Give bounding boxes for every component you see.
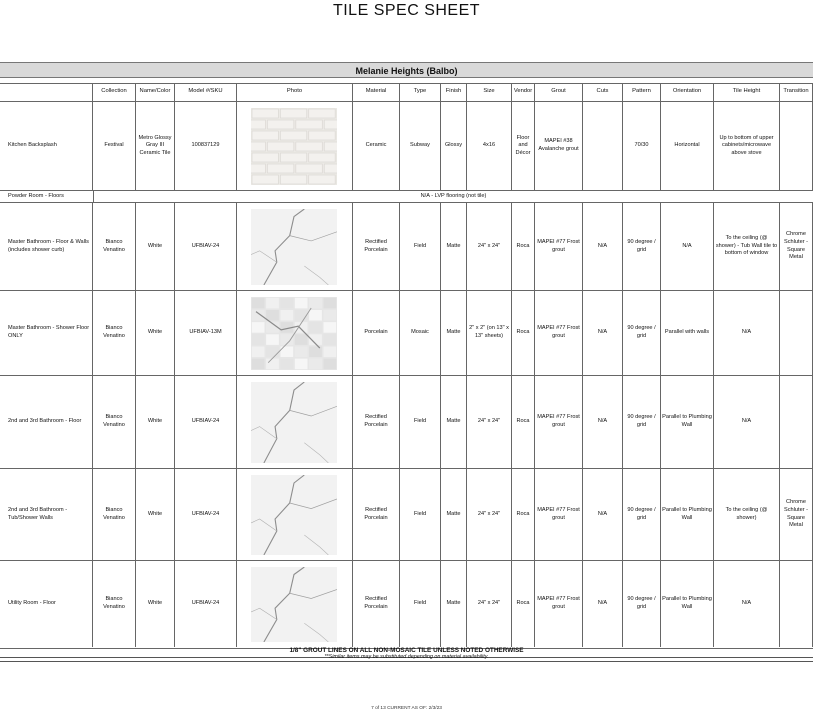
cell-type: Field <box>400 561 441 647</box>
cell-tile-height: To the ceiling (@ shower) - Tub Wall tile to bottom of window <box>714 203 780 290</box>
cell-transition <box>780 561 813 647</box>
cell-grout: MAPEI #77 Frost grout <box>535 291 583 375</box>
cell-collection: Bianco Venatino <box>93 376 136 468</box>
column-header-orientation: Orientation <box>661 83 714 101</box>
table-row <box>0 375 813 468</box>
column-header-size: Size <box>467 83 512 101</box>
cell-model-sku: UFBIAV-24 <box>175 376 237 468</box>
cell-area: 2nd and 3rd Bathroom - Floor <box>0 376 93 468</box>
cell-vendor: Roca <box>512 561 535 647</box>
substitution-note: **Similar items may be substituted depending on material availability. <box>324 654 489 660</box>
marble-tile-photo <box>251 209 337 289</box>
page-title: TILE SPEC SHEET <box>332 2 481 19</box>
column-header-tile-height: Tile Height <box>714 83 780 101</box>
cell-grout: MAPEI #77 Frost grout <box>535 561 583 647</box>
cell-orientation: Horizontal <box>661 102 714 190</box>
cell-tile-height: N/A <box>714 291 780 375</box>
table-row <box>0 468 813 560</box>
cell-material: Ceramic <box>353 102 400 190</box>
cell-vendor: Roca <box>512 203 535 290</box>
cell-area: Master Bathroom - Shower Floor ONLY <box>0 291 93 375</box>
marble-tile-photo <box>251 382 337 467</box>
cell-material: Rectified Porcelain <box>353 561 400 647</box>
powder-room-note: N/A - LVP flooring (not tile) <box>93 191 813 202</box>
cell-collection: Bianco Venatino <box>93 561 136 647</box>
cell-collection: Bianco Venatino <box>93 469 136 560</box>
cell-tile-height: To the ceiling (@ shower) <box>714 469 780 560</box>
powder-room-area: Powder Room - Floors <box>8 193 64 199</box>
cell-photo <box>237 203 353 290</box>
cell-pattern: 90 degree / grid <box>623 469 661 560</box>
cell-type: Field <box>400 376 441 468</box>
cell-finish: Matte <box>441 291 467 375</box>
cell-orientation: N/A <box>661 203 714 290</box>
cell-model-sku: 100837129 <box>175 102 237 190</box>
cell-size: 2" x 2" (on 13" x 13" sheets) <box>467 291 512 375</box>
column-header-finish: Finish <box>441 83 467 101</box>
cell-pattern: 90 degree / grid <box>623 376 661 468</box>
cell-model-sku: UFBIAV-24 <box>175 203 237 290</box>
cell-finish: Glossy <box>441 102 467 190</box>
column-header-material: Material <box>353 83 400 101</box>
cell-material: Porcelain <box>353 291 400 375</box>
cell-photo <box>237 291 353 375</box>
cell-model-sku: UFBIAV-24 <box>175 469 237 560</box>
column-header-type: Type <box>400 83 441 101</box>
cell-cuts: N/A <box>583 469 623 560</box>
project-name: Melanie Heights (Balbo) <box>0 62 813 78</box>
cell-transition <box>780 376 813 468</box>
grout-note: 1/8" GROUT LINES ON ALL NON-MOSAIC TILE UNLESS NOTED OTHERWISE <box>289 647 524 654</box>
cell-name-color: White <box>136 291 175 375</box>
cell-area: Master Bathroom - Floor & Walls (includes shower curb) <box>0 203 93 290</box>
cell-transition <box>780 102 813 190</box>
cell-pattern: 90 degree / grid <box>623 561 661 647</box>
column-header-area <box>0 83 93 101</box>
cell-material: Rectified Porcelain <box>353 203 400 290</box>
cell-grout: MAPEI #38 Avalanche grout <box>535 102 583 190</box>
cell-grout: MAPEI #77 Frost grout <box>535 469 583 560</box>
cell-name-color: White <box>136 203 175 290</box>
marble-tile-photo <box>251 475 337 559</box>
cell-cuts: N/A <box>583 291 623 375</box>
marble-tile-photo <box>251 567 337 646</box>
cell-finish: Matte <box>441 203 467 290</box>
cell-tile-height: Up to bottom of upper cabinets/microwave above stove <box>714 102 780 190</box>
cell-photo <box>237 561 353 647</box>
cell-type: Mosaic <box>400 291 441 375</box>
cell-model-sku: UFBIAV-24 <box>175 561 237 647</box>
table-row <box>0 290 813 375</box>
table-header-row <box>0 83 813 101</box>
cell-material: Rectified Porcelain <box>353 469 400 560</box>
cell-size: 24" x 24" <box>467 469 512 560</box>
cell-finish: Matte <box>441 469 467 560</box>
divider <box>0 661 813 662</box>
cell-material: Rectified Porcelain <box>353 376 400 468</box>
cell-area: 2nd and 3rd Bathroom - Tub/Shower Walls <box>0 469 93 560</box>
cell-type: Field <box>400 469 441 560</box>
cell-tile-height: N/A <box>714 376 780 468</box>
column-header-grout: Grout <box>535 83 583 101</box>
table-row <box>0 202 813 290</box>
cell-orientation: Parallel with walls <box>661 291 714 375</box>
cell-vendor: Roca <box>512 469 535 560</box>
column-header-name-color: Name/Color <box>136 83 175 101</box>
cell-cuts: N/A <box>583 203 623 290</box>
cell-transition: Chrome Schluter - Square Metal <box>780 203 813 290</box>
cell-photo <box>237 376 353 468</box>
cell-grout: MAPEI #77 Frost grout <box>535 376 583 468</box>
column-header-photo: Photo <box>237 83 353 101</box>
cell-orientation: Parallel to Plumbing Wall <box>661 376 714 468</box>
cell-type: Subway <box>400 102 441 190</box>
cell-collection: Bianco Venatino <box>93 291 136 375</box>
cell-grout: MAPEI #77 Frost grout <box>535 203 583 290</box>
column-header-pattern: Pattern <box>623 83 661 101</box>
cell-vendor: Floor and Décor <box>512 102 535 190</box>
cell-pattern: 90 degree / grid <box>623 203 661 290</box>
cell-area: Kitchen Backsplash <box>0 102 93 190</box>
cell-size: 4x16 <box>467 102 512 190</box>
cell-vendor: Roca <box>512 291 535 375</box>
table-row <box>0 560 813 647</box>
cell-orientation: Parallel to Plumbing Wall <box>661 561 714 647</box>
powder-room-row <box>0 190 813 202</box>
cell-cuts <box>583 102 623 190</box>
cell-model-sku: UFBIAV-13M <box>175 291 237 375</box>
cell-pattern: 90 degree / grid <box>623 291 661 375</box>
cell-photo <box>237 469 353 560</box>
cell-name-color: White <box>136 376 175 468</box>
cell-type: Field <box>400 203 441 290</box>
column-header-cuts: Cuts <box>583 83 623 101</box>
cell-finish: Matte <box>441 561 467 647</box>
column-header-transition: Transition <box>780 83 813 101</box>
cell-photo <box>237 102 353 190</box>
cell-transition <box>780 291 813 375</box>
cell-tile-height: N/A <box>714 561 780 647</box>
cell-area: Utility Room - Floor <box>0 561 93 647</box>
table-row <box>0 101 813 190</box>
cell-name-color: White <box>136 469 175 560</box>
cell-collection: Bianco Venatino <box>93 203 136 290</box>
cell-size: 24" x 24" <box>467 376 512 468</box>
mosaic-tile-photo <box>251 297 337 374</box>
cell-cuts: N/A <box>583 561 623 647</box>
cell-size: 24" x 24" <box>467 561 512 647</box>
subway-tile-photo <box>251 108 337 189</box>
cell-finish: Matte <box>441 376 467 468</box>
cell-collection: Festival <box>93 102 136 190</box>
cell-size: 24" x 24" <box>467 203 512 290</box>
cell-name-color: Metro Glossy Gray III Ceramic Tile <box>136 102 175 190</box>
page-footer: 7 of 13 CURRENT AS OF: 2/3/23 <box>371 706 442 711</box>
cell-name-color: White <box>136 561 175 647</box>
column-header-collection: Collection <box>93 83 136 101</box>
cell-vendor: Roca <box>512 376 535 468</box>
cell-transition: Chrome Schluter - Square Metal <box>780 469 813 560</box>
cell-pattern: 70/30 <box>623 102 661 190</box>
column-header-vendor: Vendor <box>512 83 535 101</box>
column-header-model-sku: Model #/SKU <box>175 83 237 101</box>
cell-orientation: Parallel to Plumbing Wall <box>661 469 714 560</box>
cell-cuts: N/A <box>583 376 623 468</box>
